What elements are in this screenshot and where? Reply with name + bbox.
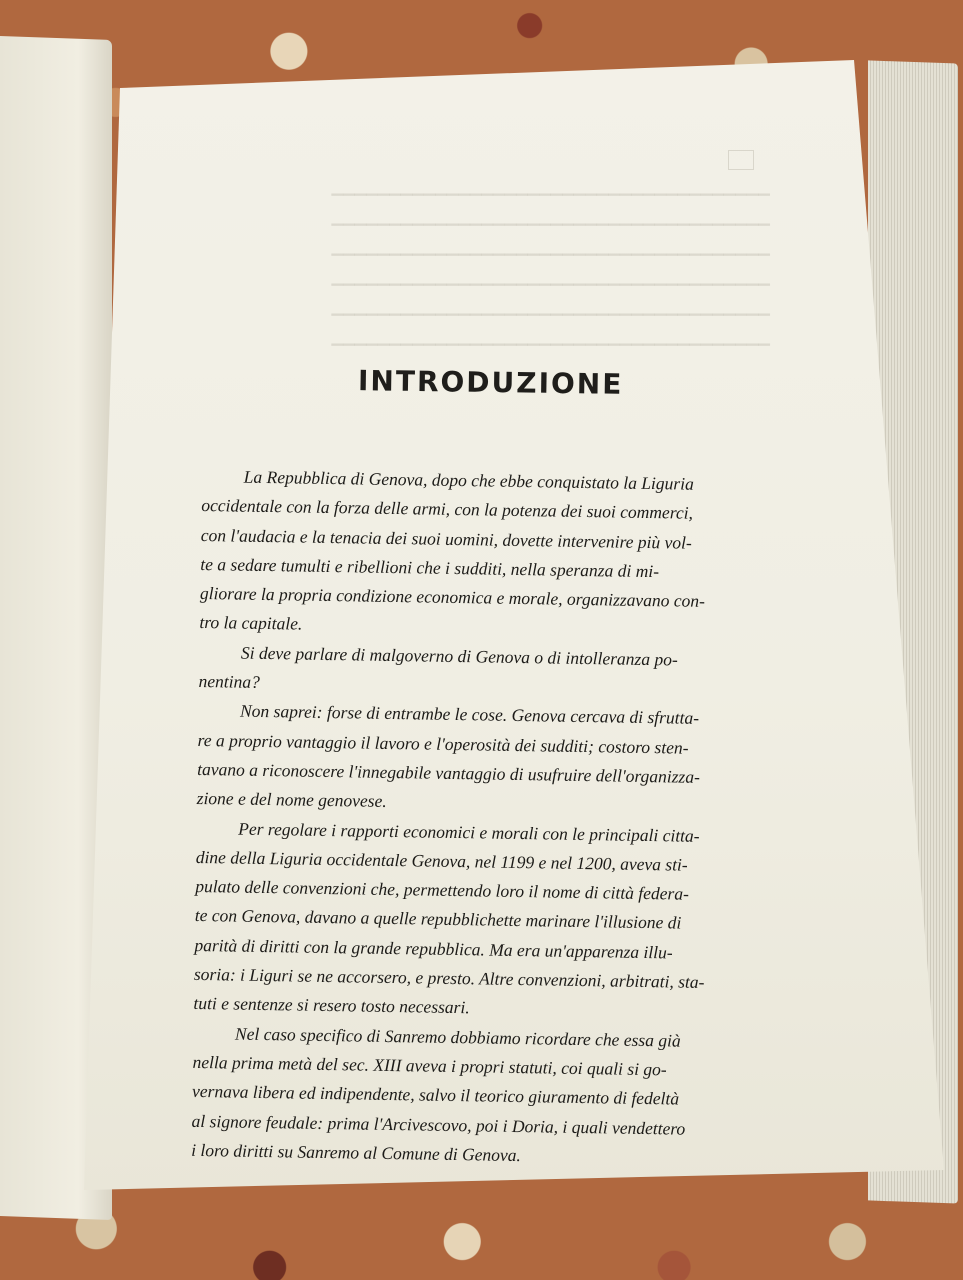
- show-through-text: ▁▁▁▁▁▁▁▁▁▁▁▁▁▁▁▁▁▁▁▁▁▁▁▁▁▁▁▁▁▁▁▁▁▁▁▁▁▁ ▁▁▁▁▁▁▁▁▁▁▁▁▁▁▁▁▁▁▁▁▁▁▁▁▁▁▁▁▁▁▁▁▁▁▁▁▁▁ ▁▁▁▁▁▁▁▁▁▁▁▁▁▁▁▁▁▁▁▁▁▁▁▁▁▁▁▁▁▁▁▁▁▁▁▁▁▁ ▁▁▁▁▁▁▁▁▁▁▁▁▁▁▁▁▁▁▁▁▁▁▁▁▁▁▁▁▁▁▁▁▁▁▁▁▁▁ ▁▁▁▁▁▁▁▁▁▁▁▁▁▁▁▁▁▁▁▁▁▁▁▁▁▁▁▁▁▁▁▁▁▁▁▁▁▁ ▁▁▁▁▁▁▁▁▁▁▁▁▁▁▁▁▁▁▁▁▁▁▁▁▁▁▁▁▁▁▁▁▁▁▁▁▁▁: [331, 178, 770, 346]
- text-line: Per regolare i rapporti economici e morali con le principali citta-: [238, 818, 700, 846]
- text-line: La Repubblica di Genova, dopo che ebbe conquistato la Liguria: [243, 466, 694, 494]
- text-line: nentina?: [198, 671, 260, 693]
- text-line: occidentale con la forza delle armi, con la potenza dei suoi commerci,: [201, 495, 694, 524]
- folio-box: [728, 150, 754, 170]
- text-line: pulato delle convenzioni che, permettendo loro il nome di città federa-: [195, 876, 690, 904]
- text-line: gliorare la propria condizione economica e morale, organizzavano con-: [199, 583, 706, 612]
- text-line: dine della Liguria occidentale Genova, nel 1199 e nel 1200, aveva sti-: [195, 846, 688, 875]
- text-line: Si deve parlare di malgoverno di Genova o di intolleranza po-: [240, 642, 678, 670]
- text-line: soria: i Liguri se ne accorsero, e presto. Altre convenzioni, arbitrati, sta-: [193, 963, 705, 993]
- text-line: te con Genova, davano a quelle repubblichette marinare l'illusione di: [194, 905, 682, 934]
- text-line: tuti e sentenze si resero tosto necessari.: [193, 993, 470, 1018]
- text-line: tro la capitale.: [199, 612, 303, 635]
- text-line: tavano a riconoscere l'innegabile vantaggio di usufruire dell'organizza-: [197, 758, 701, 787]
- text-line: parità di diritti con la grande repubblica. Ma era un'apparenza illu-: [194, 934, 673, 963]
- text-line: con l'audacia e la tenacia dei suoi uomini, dovette intervenire più vol-: [200, 524, 692, 553]
- body-text: [191, 462, 792, 1174]
- text-line: al signore feudale: prima l'Arcivescovo, poi i Doria, i quali vendettero: [191, 1110, 686, 1139]
- text-line: nella prima metà del sec. XIII aveva i propri statuti, coi quali si go-: [192, 1051, 667, 1080]
- text-line: vernava libera ed indipendente, salvo il teorico giuramento di fedeltà: [191, 1081, 680, 1109]
- text-line: Nel caso specifico di Sanremo dobbiamo ricordare che essa già: [234, 1023, 681, 1051]
- chapter-title: INTRODUZIONE: [357, 364, 624, 401]
- text-line: te a sedare tumulti e ribellioni che i sudditi, nella speranza di mi-: [200, 553, 660, 582]
- text-line: zione e del nome genovese.: [196, 788, 387, 812]
- text-line: Non saprei: forse di entrambe le cose. Genova cercava di sfrutta-: [239, 701, 700, 729]
- text-line: i loro diritti su Sanremo al Comune di Genova.: [191, 1139, 522, 1165]
- text-line: re a proprio vantaggio il lavoro e l'operosità dei sudditi; costoro sten-: [197, 729, 689, 758]
